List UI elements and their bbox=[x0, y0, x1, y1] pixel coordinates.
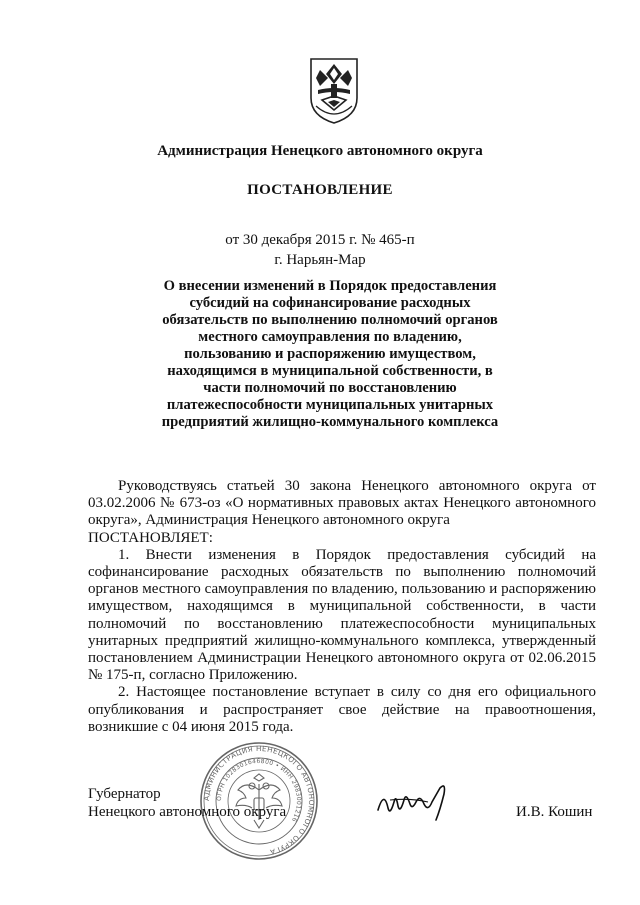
title-line: местного самоуправления по владению, bbox=[198, 329, 462, 345]
document-title bbox=[150, 278, 510, 431]
decree-word: ПОСТАНОВЛЯЕТ: bbox=[88, 529, 213, 546]
title-line: пользованию и распоряжению имуществом, bbox=[184, 346, 476, 362]
signer-title-line: Губернатор bbox=[88, 786, 161, 802]
title-line: части полномочий по восстановлению bbox=[203, 380, 457, 396]
title-line: предприятий жилищно-коммунального комплекса bbox=[161, 414, 499, 430]
signer-position bbox=[88, 785, 286, 821]
city: г. Нарьян-Мар bbox=[274, 252, 366, 268]
signer-title-line: Ненецкого автономного округа bbox=[88, 804, 287, 820]
title-line: субсидий на софинансирование расходных bbox=[189, 295, 471, 311]
item-2-paragraph: 2. Настоящее постановление вступает в силу со дня его официального опубликования и распространяет свое действие на правоотношения, возникшие с 04 июня 2015 года. bbox=[88, 684, 596, 735]
seal-numbers-text: ОГРН 1028301646800 • ИНН 2983001216 bbox=[215, 757, 303, 823]
coat-of-arms-icon bbox=[308, 56, 360, 126]
title-line: О внесении изменений в Порядок предоставления bbox=[163, 278, 497, 294]
handwritten-signature-icon bbox=[370, 780, 470, 824]
title-line: обязательств по выполнению полномочий органов bbox=[162, 312, 498, 328]
signer-name: И.В. Кошин bbox=[516, 804, 593, 820]
title-line: платежеспособности муниципальных унитарных bbox=[166, 397, 494, 413]
document-body bbox=[88, 478, 596, 736]
date-and-number: от 30 декабря 2015 г. № 465-п bbox=[225, 232, 415, 248]
item-1-paragraph: 1. Внести изменения в Порядок предоставления субсидий на софинансирование расходных обязательств по выполнению полномочий органов местного самоуправления по владению, пользованию и распоряжению имуществом, находящимся в муниципальной собственности, в части полномочий по восстановлению платежеспособности муниципальных унитарных предприятий жилищно-коммунального комплекса, утвержденный постановлением Администрации Ненецкого автономного округа от 02.06.2015 № 175-п, согласно Приложению. bbox=[88, 546, 596, 684]
title-line: находящимся в муниципальной собственности, в bbox=[167, 363, 493, 379]
seal-outer-text: АДМИНИСТРАЦИЯ НЕНЕЦКОГО АВТОНОМНОГО ОКРУГА bbox=[201, 743, 317, 857]
preamble-paragraph: Руководствуясь статьей 30 закона Ненецкого автономного округа от 03.02.2006 № 673-оз «О нормативных правовых актах Ненецкого автономного округа», Администрация Ненецкого автономного округа bbox=[88, 478, 596, 529]
organization-name: Администрация Ненецкого автономного округа bbox=[157, 143, 483, 159]
document-type: ПОСТАНОВЛЕНИЕ bbox=[247, 182, 393, 198]
